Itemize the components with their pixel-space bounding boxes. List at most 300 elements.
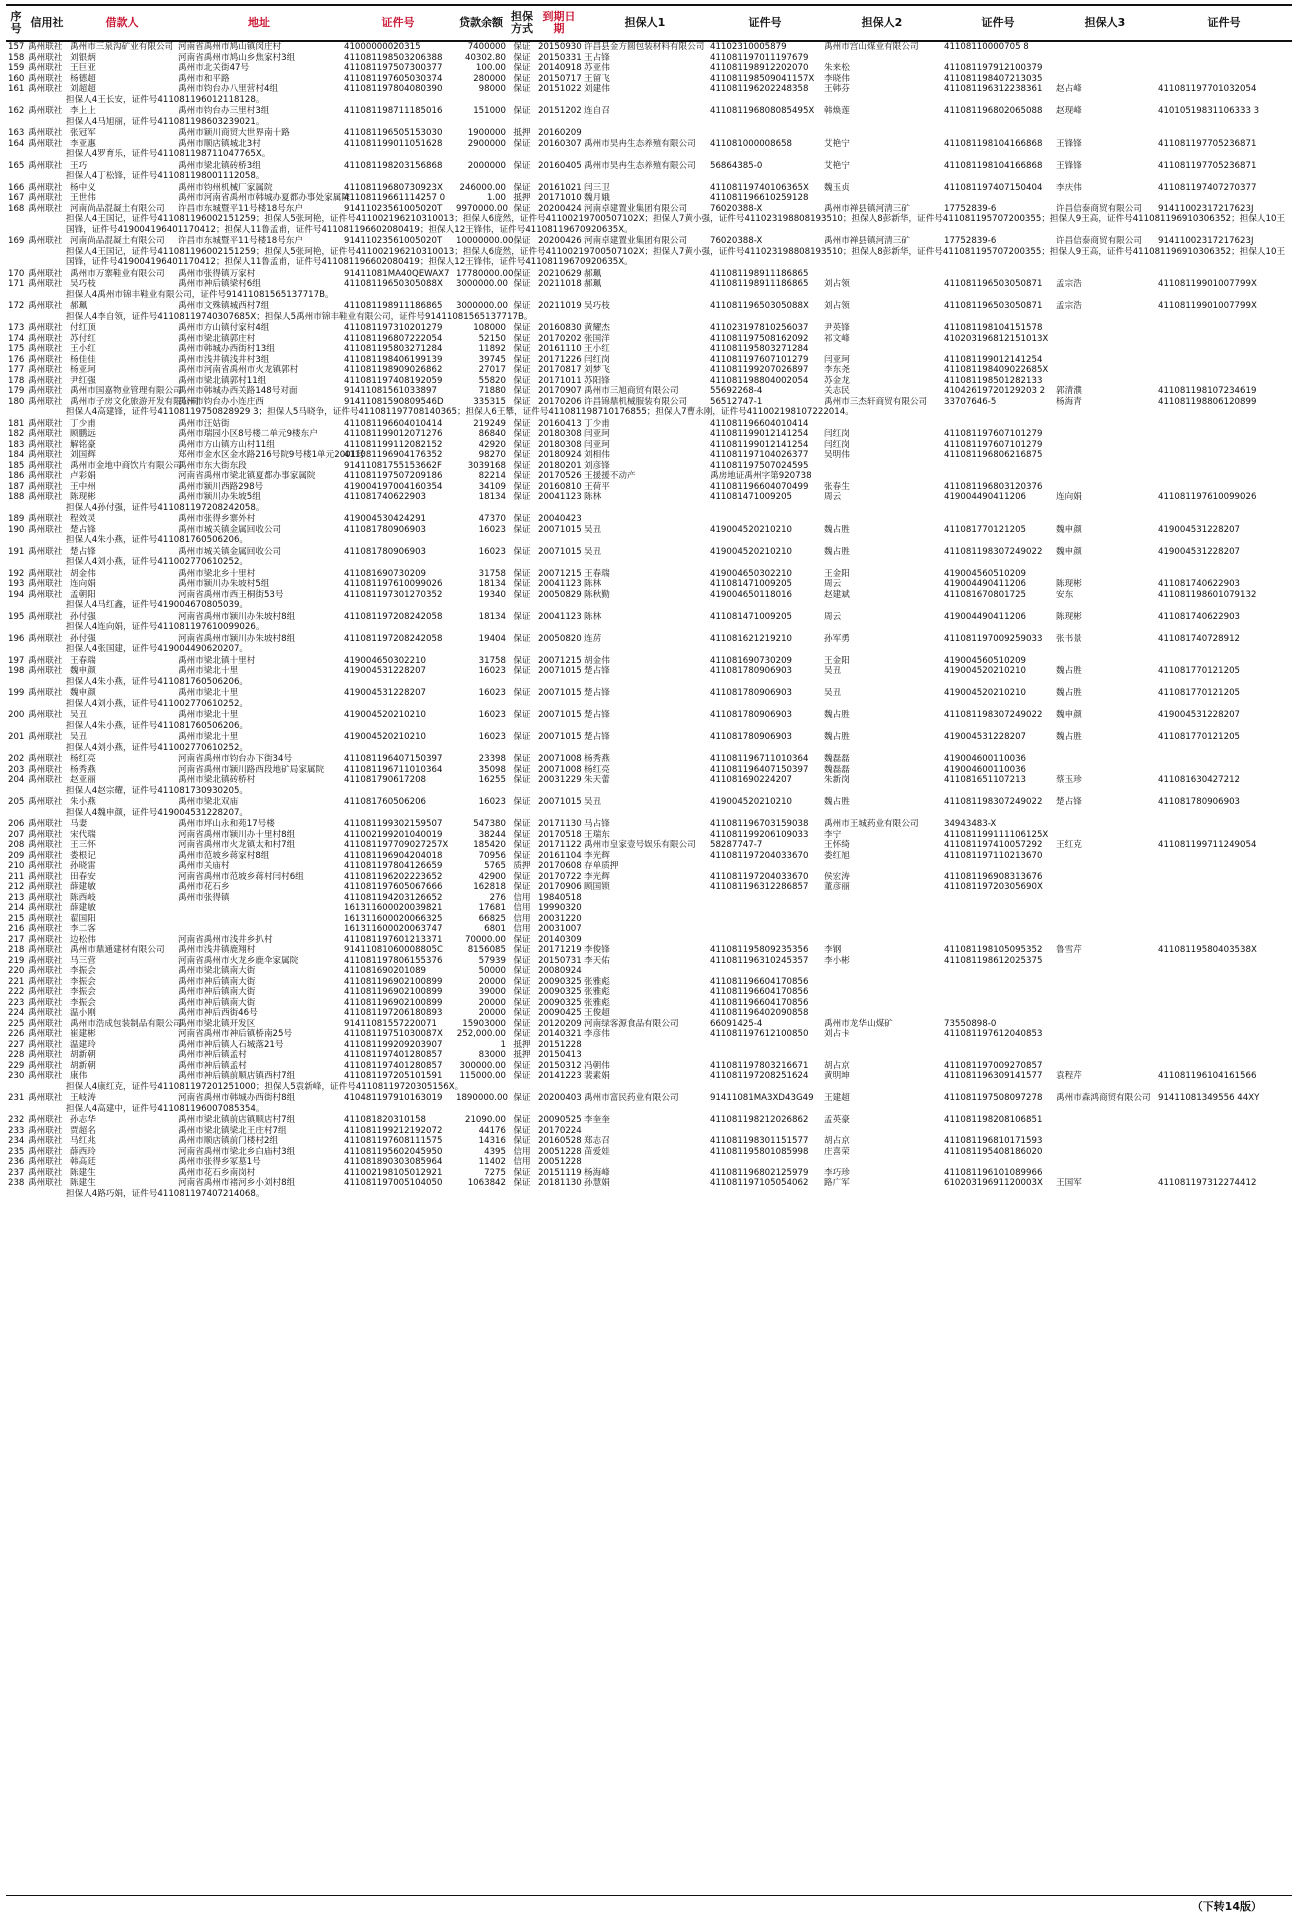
table-cell: [1054, 977, 1156, 988]
table-cell: 禹州市梁北十里: [178, 710, 239, 720]
table-cell: 411081196604170856: [710, 987, 809, 997]
table-cell: 保证: [513, 1167, 531, 1178]
table-cell: 陈林: [584, 611, 602, 622]
table-cell: 朱小燕: [70, 797, 96, 807]
table-cell: 河南省禹州市鸠山镇闵庄村: [178, 42, 282, 52]
table-cell: [582, 914, 708, 925]
table-cell: 20150731: [538, 955, 582, 966]
table-cell: 34943483-X: [944, 819, 997, 829]
table-cell: 禹州市钧州机械厂家属院: [178, 182, 273, 193]
table-cell: 胡占京: [824, 1060, 850, 1071]
table-cell: [942, 53, 1054, 64]
table-cell: 419004650118016: [710, 589, 793, 600]
table-row: [6, 1050, 1292, 1061]
table-cell: 91411081MA3XD43G49: [710, 1093, 814, 1103]
table-cell: 杨秀燕: [70, 764, 96, 775]
table-cell: 225: [8, 1018, 25, 1029]
table-cell: 禹州市和平路: [178, 73, 230, 84]
table-cell: 禹州联社: [28, 354, 63, 365]
table-cell: [942, 128, 1054, 139]
table-cell: 20151202: [538, 106, 582, 116]
table-cell: 赵占峰: [1056, 84, 1082, 94]
table-cell: 河南尚品混凝土有限公司: [70, 203, 165, 214]
table-cell: 保证: [513, 1115, 531, 1125]
table-cell: 信用: [513, 1146, 531, 1157]
table-cell: 20150413: [538, 1050, 582, 1060]
table-cell: 411081780906903: [710, 732, 793, 742]
table-cell: [942, 419, 1054, 430]
table-cell: 禹州市方山镇付家村4组: [178, 323, 270, 333]
table-cell: 20050829: [538, 589, 582, 600]
table-cell: 21090.00: [464, 1115, 506, 1125]
table-cell: 河南尚品混凝土有限公司: [70, 236, 165, 246]
table-cell: 王世伟: [70, 193, 96, 203]
table-row: [6, 1126, 1292, 1137]
table-cell: 20161104: [538, 850, 582, 861]
table-cell: [822, 998, 942, 1009]
table-cell: 411081196604010414: [710, 418, 809, 429]
table-cell: [1054, 1147, 1156, 1158]
table-cell: 保证: [513, 460, 531, 471]
table-cell: 保证: [513, 611, 531, 622]
table-cell: 胡占京: [824, 1136, 850, 1146]
table-cell: 河南省禹州市褚河乡小刘村8组: [178, 1178, 296, 1188]
table-cell: 2000000: [467, 160, 506, 171]
table-cell: 禹州市关庙村: [178, 861, 230, 871]
table-cell: 河南省禹州市鸠山乡焦家村3组: [178, 52, 296, 63]
table-cell: 57939: [478, 955, 506, 966]
table-row: [6, 1147, 1292, 1158]
table-cell: 禹州联社: [28, 871, 63, 882]
table-cell: 20181130: [538, 1178, 582, 1188]
table-cell: 411081196703159038: [710, 819, 809, 829]
table-cell: 河南省禹州市西王桐街53号: [178, 589, 284, 600]
table-cell: 419004197004160354: [344, 481, 443, 492]
table-cell: 20031229: [538, 775, 582, 785]
table-cell: 禹州联社: [28, 945, 63, 955]
table-cell: 尹红强: [70, 375, 96, 386]
table-cell: 保证: [513, 1136, 531, 1146]
table-cell: 张春生: [824, 481, 850, 492]
table-cell: [1054, 1040, 1156, 1051]
guarantor-note-row: [6, 808, 1292, 820]
table-cell: 禹州市梁北乡十里村: [178, 568, 256, 579]
guarantor-note: 担保人4王国记，证件号411081196002151259；担保人5张珂艳，证件号411002196210310013；担保人6庞然，证件号41100219700507102X；担保人7黄小强，证件号411023198808193510；担保人8彭新华，证件号411081195707200355；担保人9王高，证件号411081196910306352；担保人10王国锋，证件号419004196401170412；担保人11鲁孟甫，证件号411081196602080419；担保人12王锋伟，证件号41108119670920635X。: [66, 246, 1286, 267]
table-cell: [1054, 1008, 1156, 1019]
table-cell: [708, 914, 822, 925]
table-cell: 孙慧娟: [584, 1178, 610, 1188]
table-cell: 禹州联社: [28, 323, 63, 333]
table-cell: 419004520210210: [944, 666, 1027, 676]
table-cell: 411081198212026862: [710, 1115, 809, 1125]
table-cell: 魏申颜: [1056, 524, 1082, 535]
table-cell: 20031220: [538, 913, 582, 924]
table-cell: 411081198804002054: [710, 375, 809, 386]
table-cell: 禹州联社: [28, 279, 63, 289]
table-cell: 王金阳: [824, 655, 850, 666]
table-cell: 薛建敏: [70, 882, 96, 892]
table-cell: 张国洋: [584, 333, 610, 344]
table-cell: 楚占锋: [584, 710, 610, 720]
table-cell: 闫红岗: [824, 429, 850, 439]
table-cell: 王春瑞: [70, 655, 96, 666]
table-row: [6, 344, 1292, 355]
table-cell: 禹州市国嘉物业管理有限公司: [70, 386, 182, 396]
table-cell: 许昌市东城暨平11号楼18号东户: [178, 236, 303, 246]
table-cell: 韩高廷: [70, 1157, 96, 1167]
table-cell: [1054, 754, 1156, 765]
table-row: [6, 471, 1292, 482]
table-cell: 410203196812151013X: [944, 333, 1049, 344]
guarantor-note-row: [6, 677, 1292, 689]
table-cell: 157: [8, 42, 25, 52]
table-cell: [1156, 1136, 1292, 1147]
table-cell: 199: [8, 688, 25, 698]
table-cell: 禹州市禅县镇河清三矿: [824, 203, 910, 214]
table-cell: 禹州联社: [28, 775, 63, 785]
table-cell: 袁程芹: [1056, 1071, 1082, 1081]
table-cell: 411081196802125979: [710, 1167, 809, 1178]
table-cell: 李庆伟: [1056, 182, 1082, 193]
table-cell: 16023: [478, 710, 506, 720]
table-cell: 252,000.00: [456, 1029, 506, 1039]
table-cell: [1054, 872, 1156, 883]
table-row: [6, 482, 1292, 493]
table-cell: 朱来松: [824, 63, 850, 73]
table-cell: 禹州市梁北镇开发区: [178, 1018, 256, 1029]
table-cell: 411081198203156868: [344, 160, 443, 171]
table-cell: 禹州联社: [28, 73, 63, 84]
table-cell: [708, 893, 822, 904]
table-cell: 保证: [513, 710, 531, 720]
table-cell: 209: [8, 850, 25, 861]
table-cell: 411081790617208: [344, 775, 427, 785]
table-cell: [1054, 765, 1156, 776]
table-cell: [1156, 1126, 1292, 1137]
table-cell: 王锋锋: [1056, 160, 1082, 171]
table-cell: 20200426: [538, 236, 582, 246]
guarantor-note: 担保人4高建中，证件号411081196007085354。: [66, 1103, 265, 1114]
table-cell: [822, 1126, 942, 1137]
table-cell: 保证: [513, 203, 531, 214]
table-cell: 楚占锋: [584, 688, 610, 698]
table-row: [6, 355, 1292, 366]
table-cell: 禹州市金地中商饮片有限公司: [70, 460, 182, 471]
table-cell: 许昌县金方圆包装材料有限公司: [584, 42, 705, 52]
table-cell: 吴丑: [70, 710, 88, 720]
table-cell: [1054, 429, 1156, 440]
table-cell: 411081197105054062: [710, 1178, 809, 1188]
table-cell: 禹州市梁北镇郭庄村: [178, 333, 256, 344]
table-cell: 保证: [513, 775, 531, 785]
table-cell: 20161021: [538, 182, 582, 193]
table-cell: 禹州市张得乡冢墓1号: [178, 1157, 261, 1167]
table-cell: 保证: [513, 829, 531, 840]
table-cell: [822, 1157, 942, 1168]
table-cell: 411081194203126652: [344, 892, 443, 903]
table-cell: 保证: [513, 797, 531, 807]
table-cell: 信用: [513, 892, 531, 903]
table-cell: 411081199012071276: [344, 429, 443, 439]
table-cell: 76020388-X: [710, 203, 763, 214]
table-cell: [1054, 514, 1156, 525]
table-cell: [942, 514, 1054, 525]
table-cell: [1156, 1050, 1292, 1061]
table-cell: 保证: [513, 524, 531, 535]
table-cell: 王俊超: [584, 1008, 610, 1018]
table-cell: [942, 966, 1054, 977]
table-cell: 禹州市方山镇方山村11组: [178, 439, 275, 450]
table-cell: 禹州市张得镇: [178, 892, 230, 903]
table-cell: [1054, 128, 1156, 139]
table-cell: 保证: [513, 589, 531, 600]
guarantor-note-row: [6, 535, 1292, 547]
table-cell: 周云: [824, 611, 842, 622]
table-cell: 保证: [513, 754, 531, 764]
guarantor-note: 担保人4马旭丽，证件号411081198603239021。: [66, 116, 265, 127]
table-cell: 刘超超: [70, 84, 96, 94]
table-cell: 禹州市万寨鞋业有限公司: [70, 268, 165, 279]
table-row: [6, 872, 1292, 883]
guarantor-note: 担保人4朱小燕，证件号411081760506206。: [66, 535, 249, 545]
table-cell: 薛西玲: [70, 1146, 96, 1157]
table-cell: 禹州联社: [28, 924, 63, 934]
bottom-rule: [6, 1895, 1292, 1896]
table-cell: 禹州联社: [28, 797, 63, 807]
table-cell: 411081770121205: [1158, 732, 1241, 742]
table-cell: 刘梦飞: [584, 365, 610, 375]
table-cell: 孙军勇: [824, 633, 850, 644]
table-cell: 20041123: [538, 579, 582, 589]
table-cell: 禹州市浅井镇浅井村3组: [178, 354, 270, 365]
table-cell: 20150717: [538, 73, 582, 84]
table-cell: [1156, 74, 1292, 85]
table-cell: 河南省禹州市韩城办西街村8组: [178, 1093, 296, 1103]
table-cell: 禹州市颍川办朱坡5组: [178, 492, 261, 502]
table-cell: 411081198911186865: [344, 301, 443, 311]
table-cell: 41108110000705 8: [944, 42, 1029, 52]
table-cell: 20071015: [538, 688, 582, 698]
table-cell: 186: [8, 471, 25, 481]
table-cell: 20170518: [538, 829, 582, 840]
table-cell: [1054, 903, 1156, 914]
table-cell: 保证: [513, 997, 531, 1008]
table-cell: 42920: [478, 439, 506, 450]
table-cell: 保证: [513, 764, 531, 775]
table-cell: 抵押: [513, 1050, 531, 1060]
table-cell: [1156, 419, 1292, 430]
table-cell: 411081196310245357: [710, 955, 809, 966]
table-cell: 202: [8, 754, 25, 764]
table-cell: 411081630427212: [1158, 775, 1241, 785]
table-cell: 禹州市昊冉生态养殖有限公司: [584, 160, 696, 171]
table-cell: [1156, 893, 1292, 904]
column-header: 序号: [6, 5, 26, 41]
table-cell: 保证: [513, 633, 531, 644]
table-cell: 陈建生: [70, 1167, 96, 1178]
table-cell: 韩焕莲: [824, 106, 850, 116]
table-cell: 信用: [513, 903, 531, 913]
table-cell: 禹州联社: [28, 955, 63, 966]
table-cell: 20211019: [538, 301, 582, 311]
table-cell: [822, 471, 942, 482]
table-row: [6, 612, 1292, 623]
table-cell: 禹州市昊冉生态养殖有限公司: [584, 138, 696, 149]
table-cell: [176, 924, 342, 935]
table-cell: [1156, 461, 1292, 472]
table-cell: 20051228: [538, 1157, 582, 1167]
table-cell: 禹州联社: [28, 63, 63, 73]
table-cell: 411081197605030374: [344, 73, 443, 84]
table-row: [6, 514, 1292, 525]
table-cell: 98270: [478, 450, 506, 460]
table-cell: 419004531228207: [1158, 546, 1241, 557]
table-cell: 保证: [513, 976, 531, 987]
table-cell: 187: [8, 481, 25, 492]
table-cell: 丁少甫: [70, 418, 96, 429]
table-cell: 保证: [513, 333, 531, 344]
table-cell: 保证: [513, 1178, 531, 1188]
table-row: [6, 204, 1292, 215]
table-cell: 61020319691120003X: [944, 1178, 1043, 1188]
table-cell: 15903000: [462, 1018, 506, 1029]
table-cell: 朱新岗: [824, 775, 850, 785]
table-cell: 419004490411206: [944, 579, 1027, 589]
table-cell: 陈建生: [70, 1178, 96, 1188]
table-cell: 165: [8, 160, 25, 171]
table-cell: 411081690201089: [344, 966, 427, 976]
table-cell: 楚占锋: [70, 524, 96, 535]
table-cell: 185420: [473, 840, 506, 850]
table-cell: [822, 419, 942, 430]
guarantor-note: 担保人4李自领，证件号41108119740307685X；担保人5禹州市锦丰鞋业有限公司，证件号91411081565137717B。: [66, 311, 533, 322]
table-cell: [1054, 334, 1156, 345]
table-cell: 翟国阳: [70, 913, 96, 924]
table-cell: 42900: [478, 871, 506, 882]
table-cell: 保证: [513, 42, 531, 52]
table-cell: 18134: [478, 492, 506, 502]
table-cell: [942, 193, 1054, 204]
table-cell: 91411081MA40QEWAX7: [344, 268, 450, 279]
table-cell: 禹州联社: [28, 987, 63, 997]
table-cell: 419004520210210: [944, 688, 1027, 698]
table-cell: 孙付强: [70, 611, 96, 622]
table-row: [6, 419, 1292, 430]
table-row: [6, 365, 1292, 376]
table-cell: 411081197804080390: [344, 84, 443, 94]
table-cell: 20000: [478, 976, 506, 987]
table-cell: 20171011: [538, 375, 582, 386]
table-cell: 禹州市皇家壹号娱乐有限公司: [584, 840, 696, 850]
table-cell: 杨佳佳: [70, 354, 96, 365]
table-cell: 411081197410057292: [944, 840, 1043, 850]
table-cell: 178: [8, 375, 25, 386]
table-cell: 235: [8, 1146, 25, 1157]
table-cell: 禹州市范坡乡蒋家村8组: [178, 850, 270, 861]
table-cell: [1156, 861, 1292, 872]
table-cell: 221: [8, 976, 25, 987]
guarantor-note: 担保人4路巧娟，证件号411081197407214068。: [66, 1188, 265, 1199]
table-cell: 411081197009259033: [944, 633, 1043, 644]
table-cell: 禹州联社: [28, 429, 63, 439]
table-cell: [1156, 966, 1292, 977]
table-cell: 17681: [478, 903, 506, 913]
table-cell: [1156, 63, 1292, 74]
guarantor-note-row: [6, 503, 1292, 515]
table-cell: [1054, 924, 1156, 935]
table-row: [6, 998, 1292, 1009]
table-cell: [822, 924, 942, 935]
table-cell: 郑州市金水区金水路216号院9号楼1单元2001号: [178, 450, 365, 460]
table-cell: 71880: [478, 386, 506, 396]
table-row: [6, 1008, 1292, 1019]
table-cell: 419004530424291: [344, 514, 427, 524]
table-cell: 禹州市瑞园小区8号楼二单元9楼东户: [178, 429, 318, 439]
table-cell: 411081198406199139: [344, 354, 443, 365]
table-cell: 411081198307249022: [944, 797, 1043, 807]
table-cell: 411081197601213371: [344, 934, 443, 945]
table-cell: 王瑞东: [584, 829, 610, 840]
table-row: [6, 666, 1292, 677]
table-cell: 禹州联社: [28, 344, 63, 354]
table-cell: 魏申颜: [1056, 546, 1082, 557]
table-cell: 孟英豪: [824, 1115, 850, 1125]
table-cell: [708, 861, 822, 872]
table-cell: 20160413: [538, 418, 582, 429]
table-cell: 411081780906903: [344, 524, 427, 535]
table-cell: 91411081349556 44XY: [1158, 1093, 1260, 1103]
table-row: [6, 1136, 1292, 1147]
table-cell: 411081198407213035: [944, 73, 1043, 84]
table-cell: 连苈: [584, 633, 602, 644]
table-row: [6, 1019, 1292, 1030]
table-cell: 411081197204033670: [710, 850, 809, 861]
table-cell: 161311600020066325: [344, 913, 443, 924]
table-cell: 河南省禹州市颍川办十里村8组: [178, 829, 296, 840]
table-cell: [708, 1040, 822, 1051]
table-cell: 410481197910163019: [344, 1093, 443, 1103]
table-row: [6, 797, 1292, 808]
table-cell: 保证: [513, 429, 531, 439]
table-cell: 20051228: [538, 1146, 582, 1157]
table-cell: [1054, 482, 1156, 493]
table-cell: 191: [8, 546, 25, 557]
table-cell: 169: [8, 236, 25, 246]
table-cell: 419004560510209: [944, 568, 1027, 579]
table-cell: 411081198301151577: [710, 1136, 809, 1146]
table-cell: 411081198501282133: [944, 375, 1043, 386]
table-cell: 40302.80: [464, 52, 506, 63]
table-cell: 连自召: [584, 106, 610, 116]
table-cell: 郝珮: [70, 301, 88, 311]
table-cell: 411081197701032054: [1158, 84, 1257, 94]
table-cell: 411081196101089966: [944, 1167, 1043, 1178]
table-row: [6, 53, 1292, 64]
table-cell: 祁文峰: [824, 333, 850, 344]
table-cell: 刘占领: [824, 279, 850, 289]
table-cell: 河南省禹州市范坡乡蒋村闫村6组: [178, 871, 304, 882]
guarantor-note-row: [6, 557, 1292, 569]
table-cell: 223: [8, 997, 25, 1008]
table-cell: 禹州市梁北镇砖桥3组: [178, 160, 261, 171]
table-cell: 庄喜荣: [824, 1146, 850, 1157]
table-cell: 王岐涛: [70, 1093, 96, 1103]
table-cell: 禹州联社: [28, 732, 63, 742]
table-cell: 20150930: [538, 42, 582, 52]
table-cell: [582, 128, 708, 139]
table-cell: 陈秋勤: [584, 589, 610, 600]
table-cell: 232: [8, 1115, 25, 1125]
